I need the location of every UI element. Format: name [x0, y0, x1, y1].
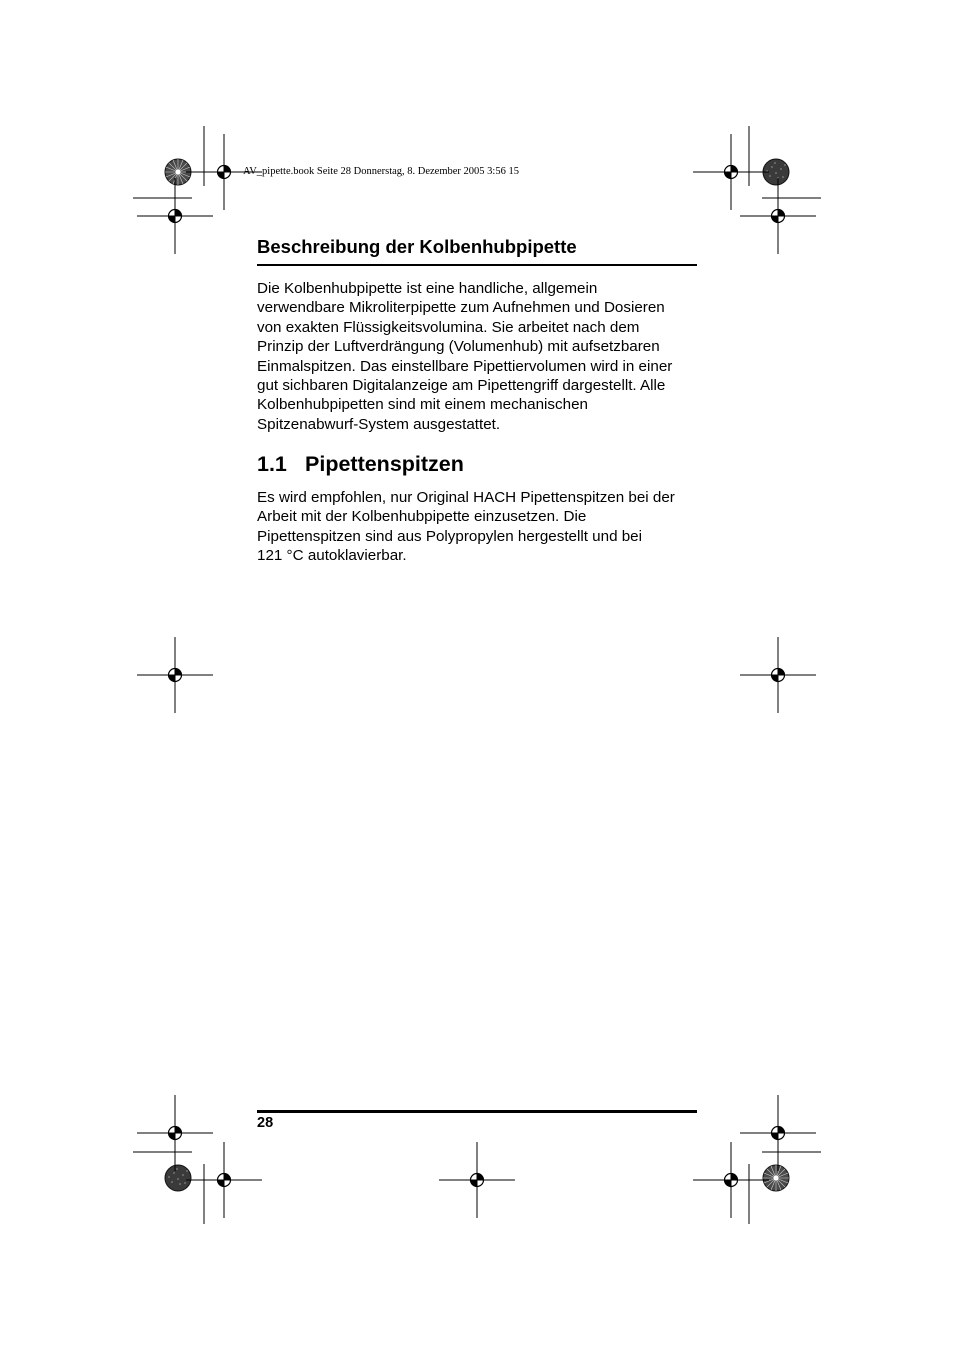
section-heading: Beschreibung der Kolbenhubpipette [257, 236, 577, 257]
footer-rule [257, 1110, 697, 1113]
subsection-heading [257, 450, 464, 478]
subsection-title: Pipettenspitzen [305, 452, 464, 476]
heading-rule [257, 264, 697, 266]
book-file-info: AV_pipette.book Seite 28 Donnerstag, 8. Dezember 2005 3:56 15 [243, 166, 519, 177]
page-number: 28 [257, 1115, 274, 1131]
subsection-paragraph: Es wird empfohlen, nur Original HACH Pipettenspitzen bei der Arbeit mit der Kolbenhubpipette einzusetzen. Die Pipettenspitzen sind aus Polypropylen hergestellt und bei 121 °C autoklavierbar. [257, 489, 675, 565]
subsection-number: 1.1 [257, 452, 287, 476]
intro-paragraph: Die Kolbenhubpipette ist eine handliche, allgemein verwendbare Mikroliterpipette zum Aufnehmen und Dosieren von exakten Flüssigkeitsvolumina. Sie arbeitet nach dem Prinzip der Luftverdrängung (Volumenhub) mit aufsetzbaren Einmalspitzen. Das einstellbare Pipettiervolumen wird in einer gut sichbaren Digitalanzeige am Pipettengriff dargestellt. Alle Kolbenhubpipetten sind mit einem mechanischen Spitzenabwurf-System ausgestattet. [257, 280, 673, 433]
